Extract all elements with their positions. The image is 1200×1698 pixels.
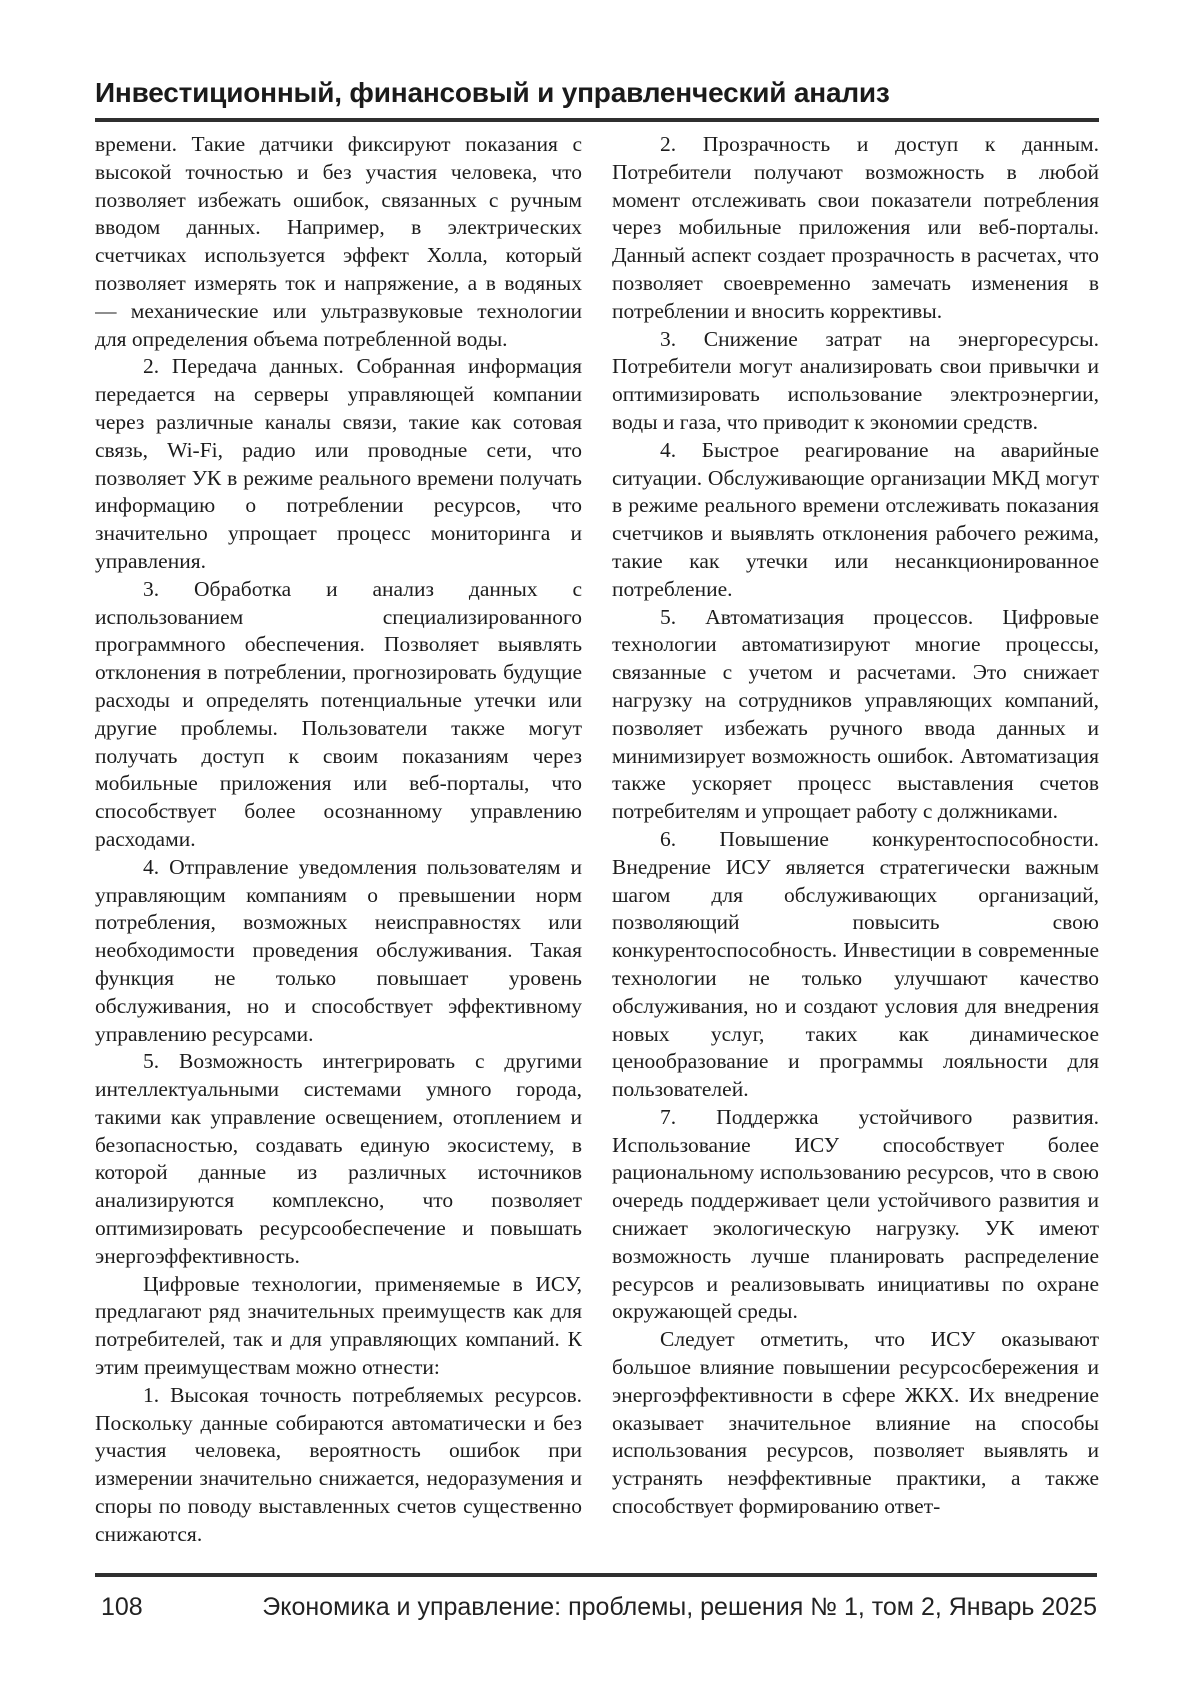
- text-column-right: [612, 131, 1099, 1553]
- text-column-left: [95, 131, 582, 1553]
- page-footer: [95, 1573, 1097, 1622]
- footer-row: [95, 1593, 1097, 1622]
- paragraph: 6. Повышение конкурентоспособности. Внедрение ИСУ является стратегически важным шагом для обслуживающих организаций, позволяющий повысить свою конкурентоспособность. Инвестиции в современные технологии не только улучшают качество обслуживания, но и создают условия для внедрения новых услуг, таких как динамическое ценообразование и программы лояльности для пользователей.: [612, 826, 1099, 1102]
- running-head: [95, 78, 1099, 122]
- article-body: [95, 131, 1099, 1553]
- paragraph: 3. Снижение затрат на энергоресурсы. Потребители могут анализировать свои привычки и оптимизировать использование электроэнергии, воды и газа, что приводит к экономии средств.: [612, 326, 1099, 434]
- paragraph: 1. Высокая точность потребляемых ресурсов. Поскольку данные собираются автоматически и без участия человека, вероятность ошибок при измерении значительно снижается, недоразумения и споры по поводу выставленных счетов существенно снижаются.: [95, 1382, 582, 1546]
- paragraph: времени. Такие датчики фиксируют показания с высокой точностью и без участия человека, что позволяет избежать ошибок, связанных с ручным вводом данных. Например, в электрических счетчиках используется эффект Холла, который позволяет измерять ток и напряжение, а в водяных — механические или ультразвуковые технологии для определения объема потребленной воды.: [95, 132, 582, 351]
- paragraph: 7. Поддержка устойчивого развития. Использование ИСУ способствует более рациональному использованию ресурсов, что в свою очередь поддерживает цели устойчивого развития и снижает экологическую нагрузку. УК имеют возможность лучше планировать распределение ресурсов и реализовывать инициативы по охране окружающей среды.: [612, 1104, 1099, 1324]
- journal-title: Экономика и управление: проблемы, решения № 1, том 2, Январь 2025: [262, 1593, 1097, 1621]
- footer-rule: [95, 1573, 1097, 1577]
- paragraph: 5. Автоматизация процессов. Цифровые технологии автоматизируют многие процессы, связанные с учетом и расчетами. Это снижает нагрузку на сотрудников управляющих компаний, позволяет избежать ручного ввода данных и минимизирует возможность ошибок. Автоматизация также ускоряет процесс выставления счетов потребителям и упрощает работу с должниками.: [612, 604, 1099, 824]
- paragraph: Следует отметить, что ИСУ оказывают большое влияние повышении ресурсосбережения и энергоэффективности в сфере ЖКХ. Их внедрение оказывает значительное влияние на способы использования ресурсов, позволяет выявлять и устранять неэффективные практики, а также способствует формированию ответ-: [612, 1327, 1099, 1519]
- section-title: Инвестиционный, финансовый и управленческий анализ: [95, 77, 890, 108]
- paragraph: 5. Возможность интегрировать с другими интеллектуальными системами умного города, такими как управление освещением, отоплением и безопасностью, создавать единую экосистему, в которой данные из различных источников анализируются комплексно, что позволяет оптимизировать ресурсообеспечение и повышать энергоэффективность.: [95, 1049, 582, 1268]
- paragraph: 3. Обработка и анализ данных с использованием специализированного программного обеспечения. Позволяет выявлять отклонения в потреблении, прогнозировать будущие расходы и определять потенциальные утечки или другие проблемы. Пользователи также могут получать доступ к своим показаниям через мобильные приложения или веб-порталы, что способствует более осознанному управлению расходами.: [95, 576, 582, 851]
- page-number: 108: [101, 1593, 143, 1621]
- paragraph: 2. Передача данных. Собранная информация передается на серверы управляющей компании через различные каналы связи, такие как сотовая связь, Wi-Fi, радио или проводные сети, что позволяет УК в режиме реального времени получать информацию о потреблении ресурсов, что значительно упрощает процесс мониторинга и управления.: [95, 354, 582, 573]
- paragraph: 4. Быстрое реагирование на аварийные ситуации. Обслуживающие организации МКД могут в режиме реального времени отслеживать показания счетчиков и выявлять отклонения рабочего режима, такие как утечки или несанкционированное потребление.: [612, 437, 1099, 601]
- header-rule: [95, 118, 1099, 122]
- paragraph: 2. Прозрачность и доступ к данным. Потребители получают возможность в любой момент отслеживать свои показатели потребления через мобильные приложения или веб-порталы. Данный аспект создает прозрачность в расчетах, что позволяет своевременно замечать изменения в потреблении и вносить коррективы.: [612, 132, 1099, 323]
- paragraph: 4. Отправление уведомления пользователям и управляющим компаниям о превышении норм потребления, возможных неисправностях или необходимости проведения обслуживания. Такая функция не только повышает уровень обслуживания, но и способствует эффективному управлению ресурсами.: [95, 854, 582, 1046]
- paragraph: Цифровые технологии, применяемые в ИСУ, предлагают ряд значительных преимуществ как для потребителей, так и для управляющих компаний. К этим преимуществам можно отнести:: [95, 1271, 582, 1380]
